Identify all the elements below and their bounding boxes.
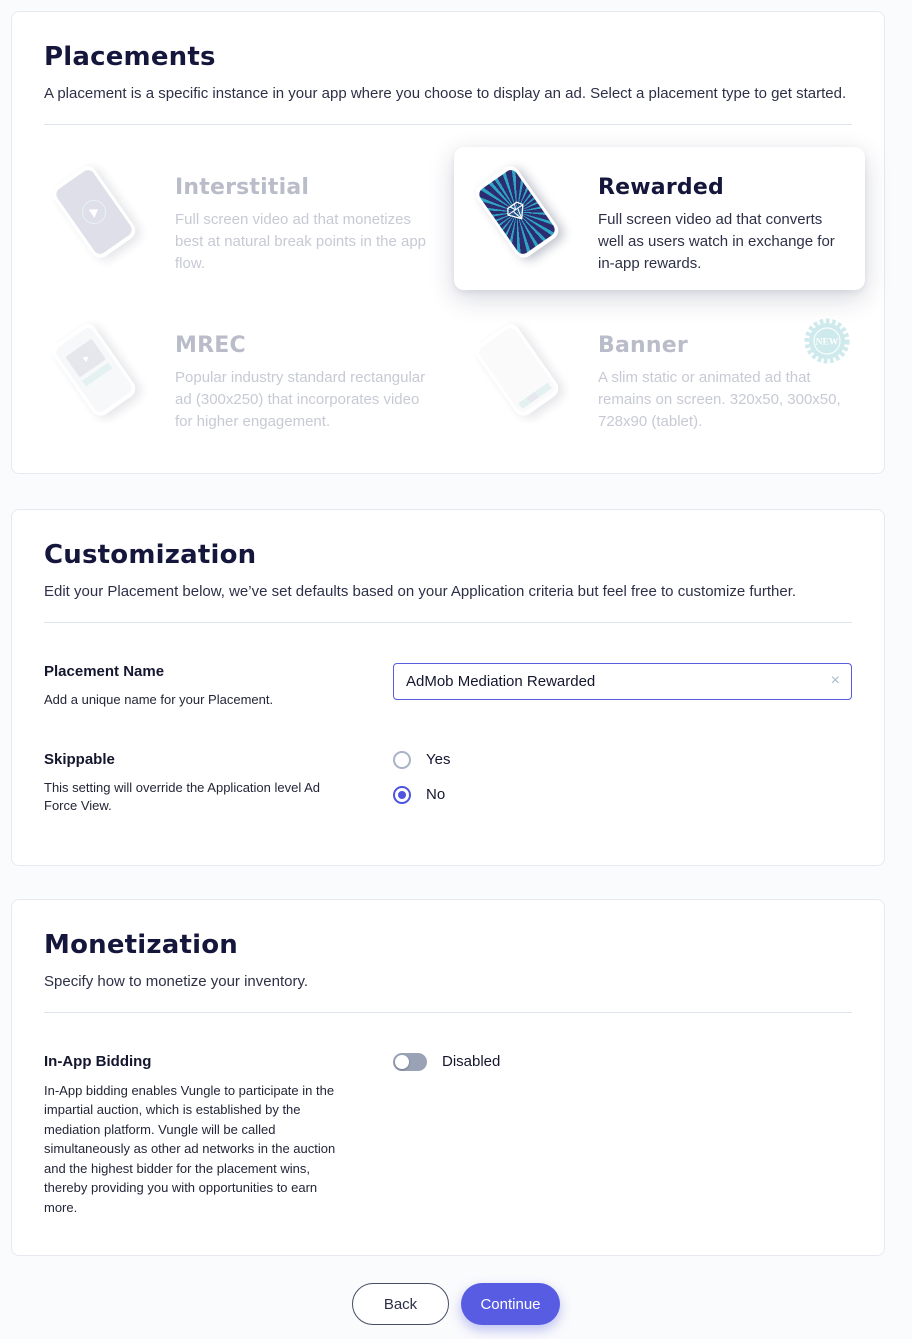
in-app-bidding-toggle-row (393, 1053, 852, 1071)
phone-frame (49, 162, 139, 261)
placement-name-hint: Add a unique name for your Placement. (44, 691, 274, 707)
phone-frame (472, 162, 562, 261)
section-gap (0, 866, 912, 899)
monetization-header (12, 900, 884, 990)
placement-type-name: MREC (175, 333, 246, 359)
new-badge-icon (803, 317, 851, 365)
placement-type-name: Banner (598, 333, 688, 359)
radio-no[interactable] (393, 786, 411, 804)
placements-title: Placements (44, 42, 216, 72)
placement-type-interstitial[interactable] (31, 147, 442, 290)
banner-phone-illustration (468, 321, 564, 417)
placement-name-input[interactable] (393, 663, 852, 700)
placement-type-description: Full screen video ad that converts well as users watch in exchange for in-app rewards. (598, 211, 835, 272)
placement-type-description: Full screen video ad that monetizes best at natural break points in the app flow. (175, 211, 427, 272)
phone-frame (472, 321, 562, 420)
placement-type-grid (12, 125, 884, 473)
placement-type-mrec[interactable] (31, 305, 442, 448)
customization-header (12, 510, 884, 600)
monetization-title: Monetization (44, 929, 239, 960)
back-button[interactable]: Back (352, 1283, 449, 1325)
skippable-row (12, 751, 884, 821)
mrec-phone-illustration (45, 321, 141, 417)
radio-yes-label[interactable]: Yes (426, 751, 451, 769)
placement-name-row (12, 663, 884, 709)
section-gap (0, 474, 912, 509)
page-top-spacer (0, 0, 912, 11)
continue-button[interactable]: Continue (461, 1283, 560, 1325)
in-app-bidding-row (12, 1053, 884, 1218)
mrec-screen (54, 326, 135, 415)
gem-icon (502, 197, 531, 226)
radio-no-label[interactable]: No (426, 786, 446, 804)
placements-card (11, 11, 885, 474)
placement-type-banner[interactable] (454, 305, 865, 448)
skippable-option-no[interactable] (393, 786, 852, 804)
rewarded-screen (477, 167, 558, 256)
play-icon (83, 355, 91, 363)
in-app-bidding-hint: In-App bidding enables Vungle to participate in the impartial auction, which is established by the mediation platform. Vungle will be called simultaneously as other ad networks in the auction and the highest bidder for the placement wins, thereby providing you with opportunities to earn more. (44, 1082, 336, 1215)
banner-screen (477, 326, 558, 415)
monetization-subtitle: Specify how to monetize your inventory. (44, 972, 309, 990)
placement-type-rewarded[interactable] (454, 147, 865, 290)
play-icon (77, 195, 110, 228)
customization-divider (44, 622, 852, 623)
clear-icon[interactable]: × (830, 671, 840, 689)
rewarded-phone-illustration (468, 163, 564, 259)
placement-type-description: Popular industry standard rectangular ad (300x250) that incorporates video for higher engagement. (175, 369, 426, 430)
phone-frame (49, 321, 139, 420)
footer-actions (0, 1283, 912, 1339)
customization-title: Customization (44, 539, 257, 570)
interstitial-phone-illustration (45, 163, 141, 259)
placement-type-description: A slim static or animated ad that remains on screen. 320x50, 300x50, 728x90 (tablet). (598, 369, 841, 430)
placement-type-name: Interstitial (175, 175, 310, 200)
placements-subtitle: A placement is a specific instance in your app where you choose to display an ad. Select a placement type to get started. (44, 85, 847, 102)
skippable-label: Skippable (44, 750, 115, 768)
customization-subtitle: Edit your Placement below, we’ve set defaults based on your Application criteria but feel free to customize further. (44, 582, 797, 600)
skippable-option-yes[interactable] (393, 751, 852, 769)
monetization-divider (44, 1012, 852, 1013)
banner-ad-strip (518, 383, 552, 410)
radio-yes[interactable] (393, 751, 411, 769)
in-app-bidding-state: Disabled (442, 1053, 501, 1071)
skippable-hint: This setting will override the Application level Ad Force View. (44, 779, 321, 813)
svg-text:NEW: NEW (815, 337, 839, 348)
customization-card (11, 509, 885, 866)
in-app-bidding-label: In-App Bidding (44, 1052, 152, 1070)
monetization-card (11, 899, 885, 1257)
placement-name-label: Placement Name (44, 662, 165, 680)
placement-type-name: Rewarded (598, 175, 724, 200)
toggle-switch-icon[interactable] (393, 1053, 427, 1071)
interstitial-screen (54, 167, 135, 256)
placements-header (12, 12, 884, 102)
